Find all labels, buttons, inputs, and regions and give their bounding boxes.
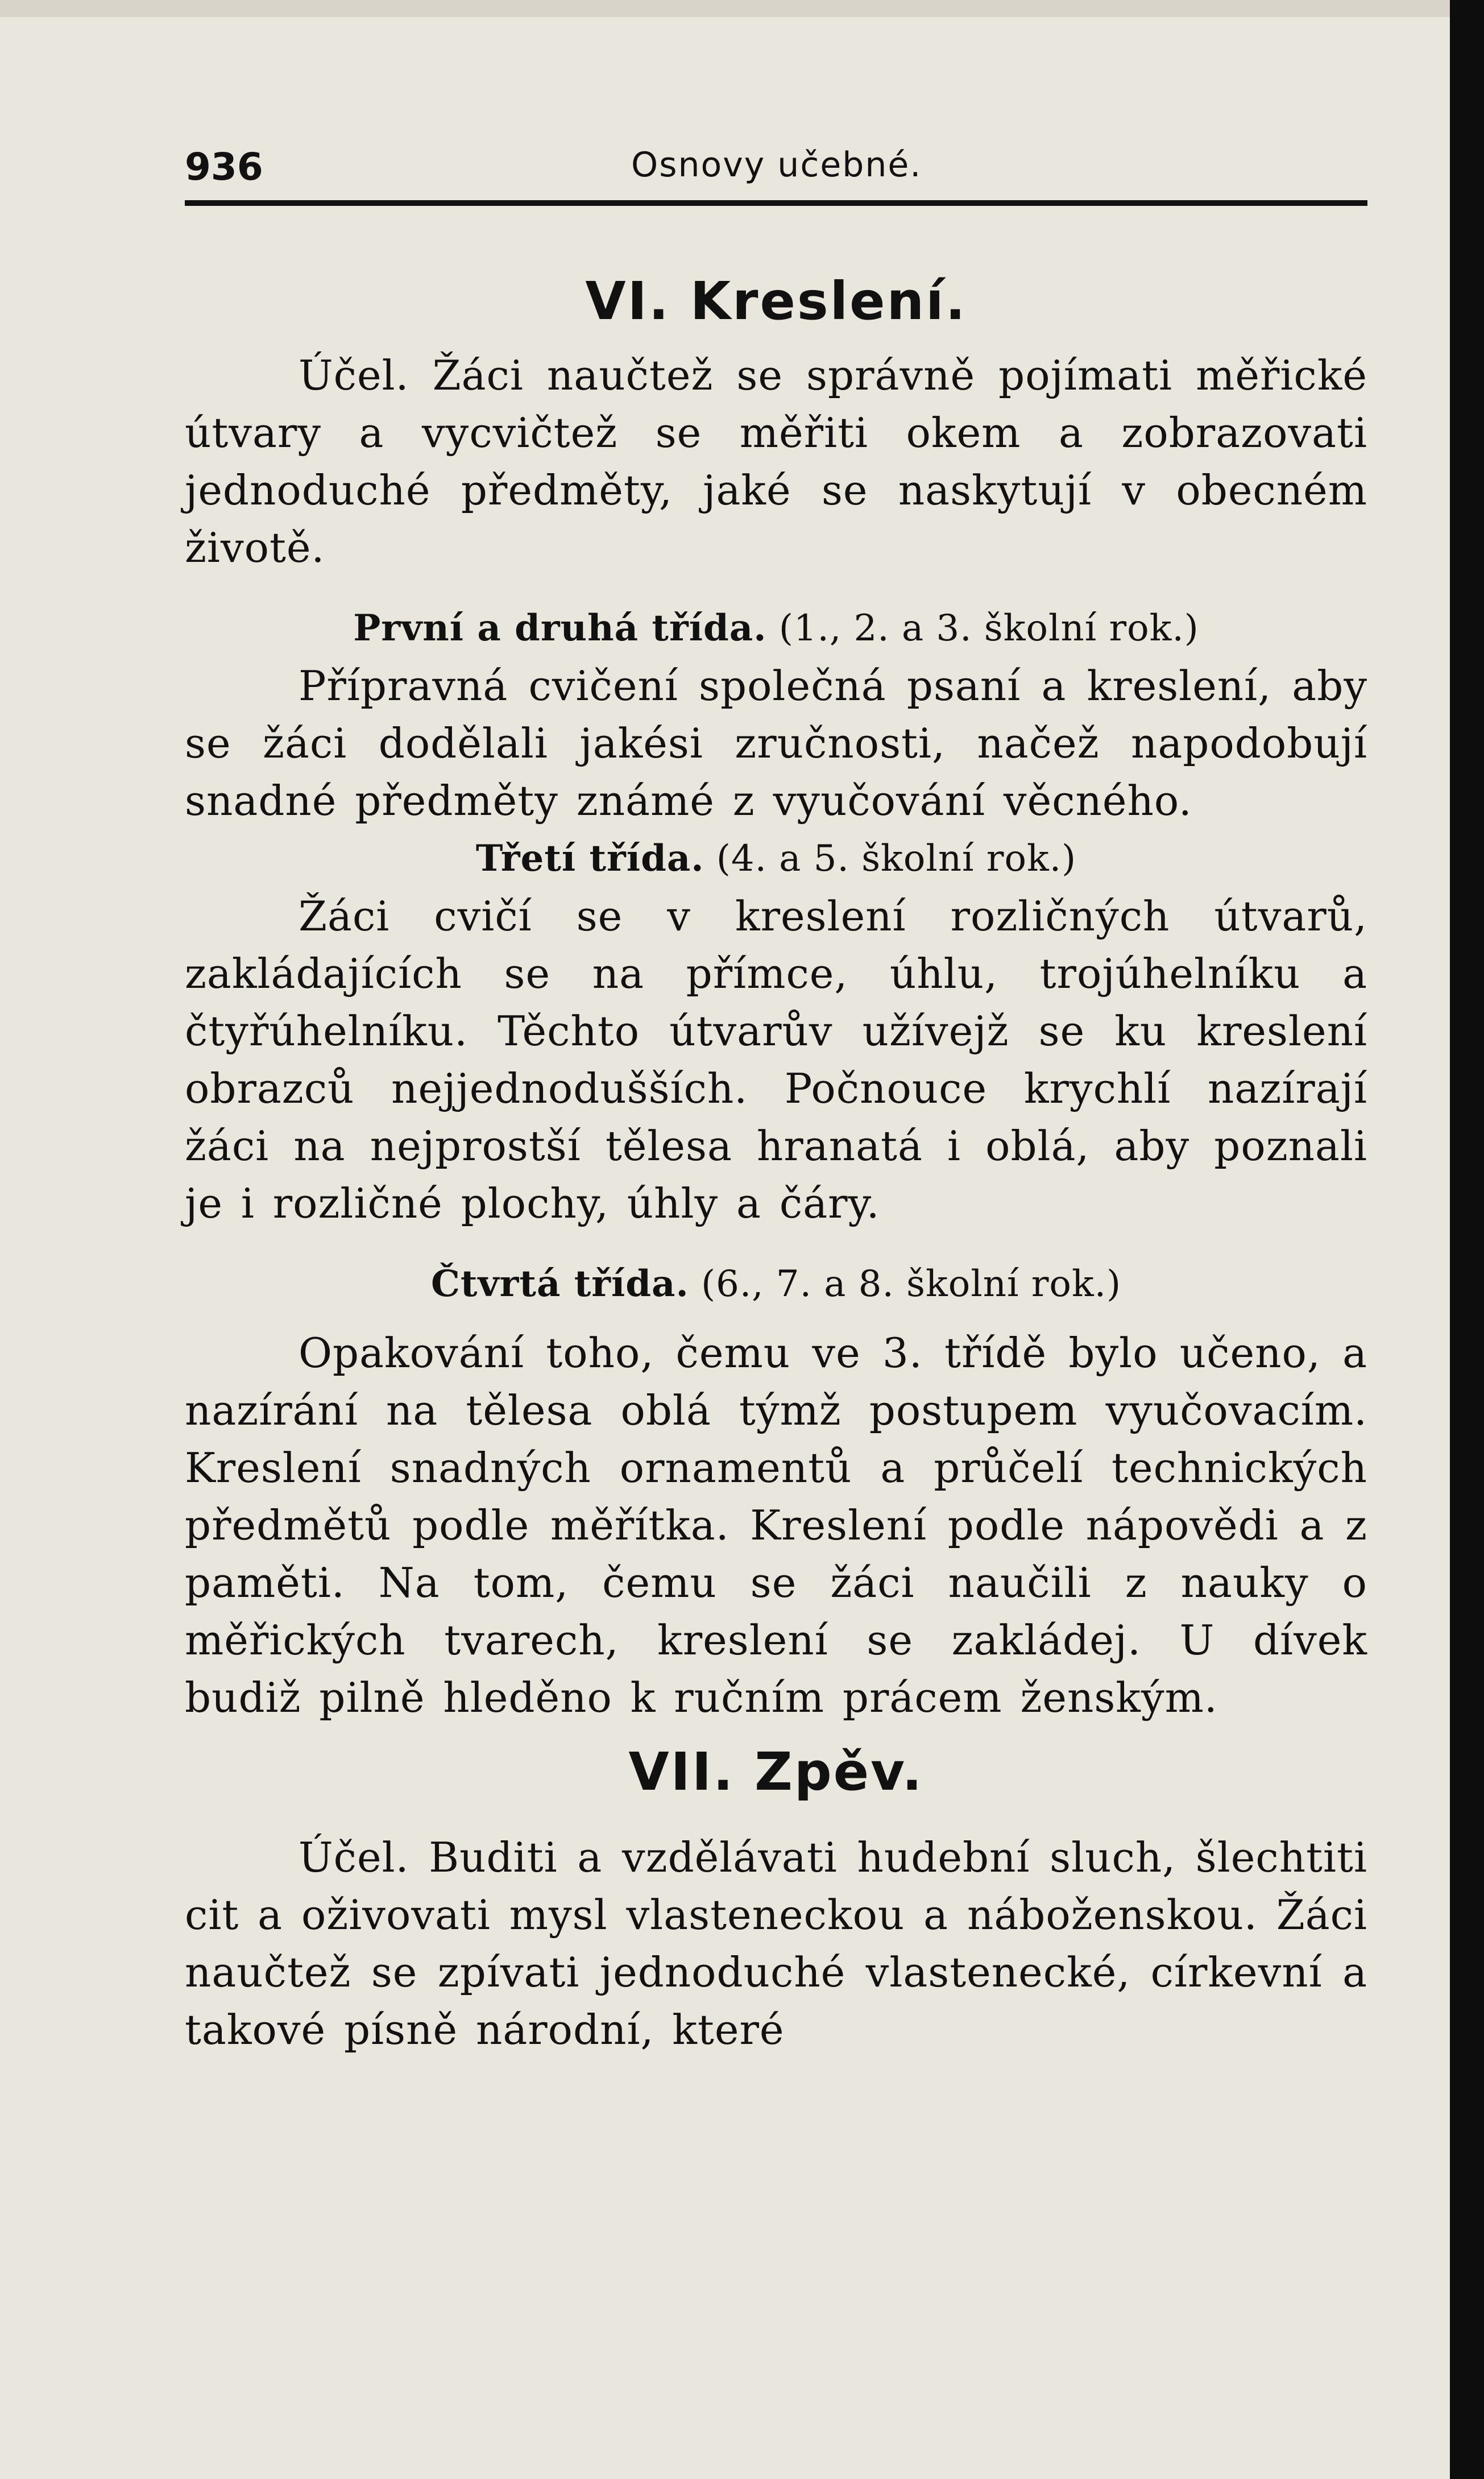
header-rule [185,200,1367,206]
section-title-kresleni: VI. Kreslení. [585,271,967,332]
subheading-class-4-years: (6., 7. a 8. školní rok.) [701,1263,1122,1305]
paragraph-class-4: Opakování toho, čemu ve 3. třídě bylo učeno, a nazírání na tělesa oblá týmž postupem vyučovacím. Kreslení snadných ornamentů a průčelí technických předmětů podle měřítka. Kreslení podle nápovědi a z paměti. Na tom, čemu se žáci naučili z nauky o měřických tvarech, kreslení se zakládej. U dívek budiž pilně hleděno k ručním prácem ženským. [185,1329,1367,1721]
page-header [185,145,1367,191]
running-title: Osnovy učebné. [631,145,922,185]
subheading-class-1-2 [185,599,1367,657]
paragraph-class-3: Žáci cvičí se v kreslení rozličných útvarů, zakládajících se na přímce, úhlu, trojúhelníku a čtyřúhelníku. Těchto útvarův užívejž se ku kreslení obrazců nejjednodušších. Počnouce krychlí nazírají žáci na nejprostší tělesa hranatá i oblá, aby poznali je i rozličné plochy, úhly a čáry. [185,892,1367,1227]
purpose-paragraph-zpev: Účel. Buditi a vzdělávati hudební sluch, šlechtiti cit a oživovati mysl vlasteneckou a náboženskou. Žáci naučtež se zpívati jednoduché vlastenecké, církevní a takové písně národní, které [185,1834,1367,2054]
subheading-class-4 [185,1255,1367,1313]
page-top-shade [0,0,1450,17]
subheading-class-3-name: Třetí třída. [475,837,704,880]
section-title-zpev: VII. Zpěv. [628,1741,924,1802]
purpose-paragraph-kresleni: Účel. Žáci naučtež se správně pojímati měřické útvary a vycvičtež se měřiti okem a zobrazovati jednoduché předměty, jaké se naskytují v obecném životě. [185,351,1367,572]
page-body [185,267,1367,2059]
page-edge-shadow [1450,0,1484,2479]
page-number: 936 [185,145,263,189]
subheading-class-3 [185,830,1367,888]
subheading-class-4-name: Čtvrtá třída. [430,1263,689,1305]
subheading-class-3-years: (4. a 5. školní rok.) [716,838,1077,880]
subheading-class-1-2-name: První a druhá třída. [353,607,767,649]
subheading-class-1-2-years: (1., 2. a 3. školní rok.) [778,607,1199,649]
paragraph-class-1-2: Přípravná cvičení společná psaní a kreslení, aby se žáci dodělali jakési zručnosti, načež napodobují snadné předměty známé z vyučování věcného. [185,662,1367,825]
